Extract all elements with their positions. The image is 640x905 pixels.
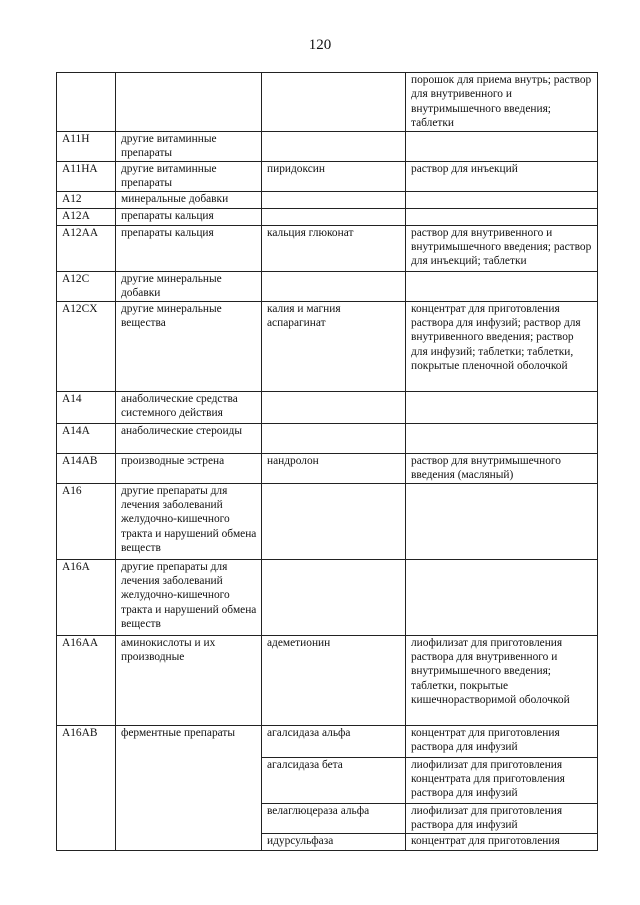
inn-cell: [262, 423, 406, 453]
group-name-cell: другие минеральные вещества: [116, 301, 262, 391]
table-row: [57, 391, 598, 423]
inn-cell: агалсидаза бета: [262, 757, 406, 803]
table-row: [57, 301, 598, 391]
table-row: [57, 635, 598, 725]
group-name-cell: аминокислоты и их производные: [116, 635, 262, 725]
group-name-cell: препараты кальция: [116, 208, 262, 225]
inn-cell: [262, 73, 406, 132]
inn-cell: калия и магния аспарагинат: [262, 301, 406, 391]
dosage-form-cell: лиофилизат для приготовления раствора для внутривенного и внутримышечного введения; таблетки, покрытые кишечнорастворимой оболочкой: [406, 635, 598, 725]
dosage-form-cell: [406, 483, 598, 559]
inn-cell: [262, 208, 406, 225]
inn-cell: идурсульфаза: [262, 833, 406, 850]
table-row: [57, 73, 598, 132]
table-row: [57, 725, 598, 757]
atc-code-cell: [57, 73, 116, 132]
dosage-form-cell: [406, 131, 598, 161]
table-body: [57, 73, 598, 851]
dosage-form-cell: концентрат для приготовления: [406, 833, 598, 850]
dosage-form-cell: раствор для внутривенного и внутримышечного введения; раствор для инъекций; таблетки: [406, 225, 598, 271]
table-row: [57, 453, 598, 483]
table-row: [57, 225, 598, 271]
inn-cell: пиридоксин: [262, 161, 406, 191]
table-row: [57, 483, 598, 559]
atc-code-cell: A16AB: [57, 725, 116, 850]
inn-cell: [262, 131, 406, 161]
inn-cell: нандролон: [262, 453, 406, 483]
drug-table: [56, 72, 598, 851]
atc-code-cell: A12A: [57, 208, 116, 225]
inn-cell: [262, 483, 406, 559]
inn-cell: агалсидаза альфа: [262, 725, 406, 757]
table-row: [57, 131, 598, 161]
group-name-cell: минеральные добавки: [116, 191, 262, 208]
atc-code-cell: A14AB: [57, 453, 116, 483]
inn-cell: велаглюцераза альфа: [262, 803, 406, 833]
inn-cell: кальция глюконат: [262, 225, 406, 271]
dosage-form-cell: порошок для приема внутрь; раствор для внутривенного и внутримышечного введения; таблетки: [406, 73, 598, 132]
dosage-form-cell: [406, 423, 598, 453]
group-name-cell: [116, 73, 262, 132]
group-name-cell: производные эстрена: [116, 453, 262, 483]
dosage-form-cell: раствор для внутримышечного введения (масляный): [406, 453, 598, 483]
dosage-form-cell: раствор для инъекций: [406, 161, 598, 191]
dosage-form-cell: [406, 208, 598, 225]
group-name-cell: другие препараты для лечения заболеваний желудочно-кишечного тракта и нарушений обмена веществ: [116, 483, 262, 559]
group-name-cell: другие витаминные препараты: [116, 131, 262, 161]
table-row: [57, 423, 598, 453]
atc-code-cell: A16A: [57, 559, 116, 635]
group-name-cell: другие препараты для лечения заболеваний желудочно-кишечного тракта и нарушений обмена веществ: [116, 559, 262, 635]
atc-code-cell: A16AA: [57, 635, 116, 725]
group-name-cell: ферментные препараты: [116, 725, 262, 850]
dosage-form-cell: концентрат для приготовления раствора для инфузий: [406, 725, 598, 757]
inn-cell: адеметионин: [262, 635, 406, 725]
page-number: 120: [308, 37, 332, 53]
atc-code-cell: A11H: [57, 131, 116, 161]
group-name-cell: другие витаминные препараты: [116, 161, 262, 191]
table-row: [57, 559, 598, 635]
atc-code-cell: A12CX: [57, 301, 116, 391]
atc-code-cell: A12: [57, 191, 116, 208]
atc-code-cell: A16: [57, 483, 116, 559]
inn-cell: [262, 271, 406, 301]
atc-code-cell: A12C: [57, 271, 116, 301]
dosage-form-cell: [406, 391, 598, 423]
dosage-form-cell: лиофилизат для приготовления раствора для инфузий: [406, 803, 598, 833]
dosage-form-cell: лиофилизат для приготовления концентрата для приготовления раствора для инфузий: [406, 757, 598, 803]
atc-code-cell: A12AA: [57, 225, 116, 271]
inn-cell: [262, 559, 406, 635]
dosage-form-cell: концентрат для приготовления раствора для инфузий; раствор для внутривенного введения; раствор для инфузий; таблетки; таблетки, покрытые пленочной оболочкой: [406, 301, 598, 391]
group-name-cell: анаболические стероиды: [116, 423, 262, 453]
inn-cell: [262, 391, 406, 423]
table-row: [57, 208, 598, 225]
dosage-form-cell: [406, 191, 598, 208]
atc-code-cell: A14A: [57, 423, 116, 453]
table-row: [57, 191, 598, 208]
table-row: [57, 161, 598, 191]
inn-cell: [262, 191, 406, 208]
dosage-form-cell: [406, 271, 598, 301]
table-row: [57, 271, 598, 301]
dosage-form-cell: [406, 559, 598, 635]
group-name-cell: анаболические средства системного действия: [116, 391, 262, 423]
atc-code-cell: A14: [57, 391, 116, 423]
atc-code-cell: A11HA: [57, 161, 116, 191]
group-name-cell: препараты кальция: [116, 225, 262, 271]
group-name-cell: другие минеральные добавки: [116, 271, 262, 301]
